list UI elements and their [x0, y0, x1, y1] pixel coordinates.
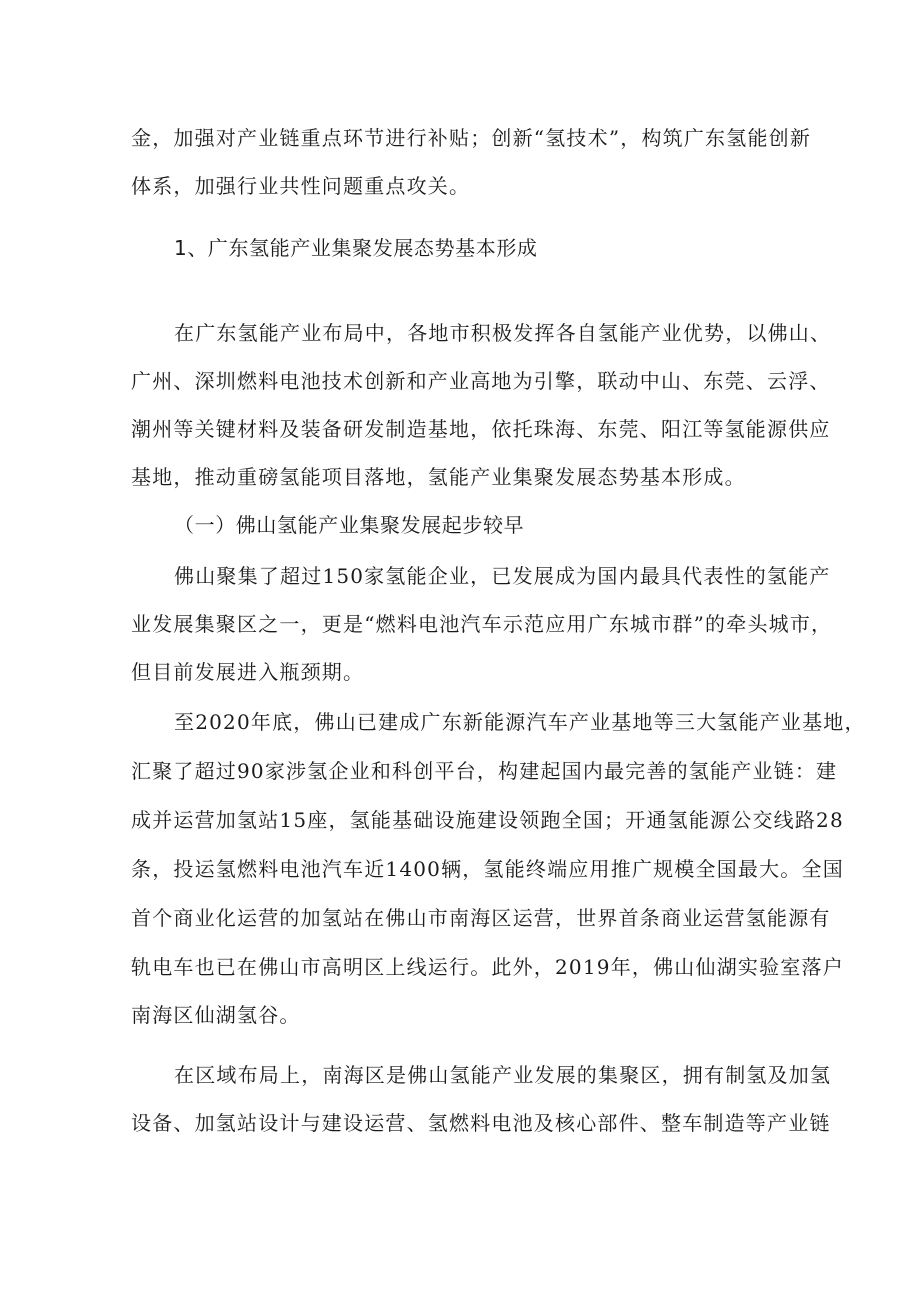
subsection-heading: （一）佛山氢能产业集聚发展起步较早: [174, 513, 525, 537]
text-line: 至2020年底，佛山已建成广东新能源汽车产业基地等三大氢能产业基地，: [174, 710, 866, 734]
text-line: 条，投运氢燃料电池汽车近1400辆，氢能终端应用推广规模全国最大。全国: [131, 857, 844, 881]
text-line: 佛山聚集了超过150家氢能企业，已发展成为国内最具代表性的氢能产: [174, 564, 831, 588]
text-line: 成并运营加氢站15座，氢能基础设施建设领跑全国；开通氢能源公交线路28: [131, 808, 844, 832]
text-line: 广州、深圳燃料电池技术创新和产业高地为引擎，联动中山、东莞、云浮、: [131, 369, 831, 393]
text-line: 基地，推动重磅氢能项目落地，氢能产业集聚发展态势基本形成。: [131, 465, 746, 489]
text-line: 设备、加氢站设计与建设运营、氢燃料电池及核心部件、整车制造等产业链: [131, 1111, 831, 1135]
text-line: 但目前发展进入瓶颈期。: [131, 660, 365, 684]
text-line: 在区域布局上，南海区是佛山氢能产业发展的集聚区，拥有制氢及加氢: [174, 1063, 832, 1087]
text-line: 轨电车也已在佛山市高明区上线运行。此外，2019年，佛山仙湖实验室落户: [131, 955, 844, 979]
section-heading: 1、广东氢能产业集聚发展态势基本形成: [174, 236, 538, 260]
text-line: 潮州等关键材料及装备研发制造基地，依托珠海、东莞、阳江等氢能源供应: [131, 417, 831, 441]
text-line: 首个商业化运营的加氢站在佛山市南海区运营，世界首条商业运营氢能源有: [131, 906, 831, 930]
text-line: 体系，加强行业共性问题重点攻关。: [131, 174, 471, 198]
text-line: 汇聚了超过90家涉氢企业和科创平台，构建起国内最完善的氢能产业链：建: [131, 759, 838, 783]
text-line: 在广东氢能产业布局中，各地市积极发挥各自氢能产业优势，以佛山、: [174, 321, 832, 345]
text-line: 南海区仙湖氢谷。: [131, 1003, 301, 1027]
text-line: 业发展集聚区之一，更是“燃料电池汽车示范应用广东城市群”的牵头城市，: [131, 612, 833, 636]
text-line: 金，加强对产业链重点环节进行补贴；创新“氢技术”，构筑广东氢能创新: [131, 126, 812, 150]
